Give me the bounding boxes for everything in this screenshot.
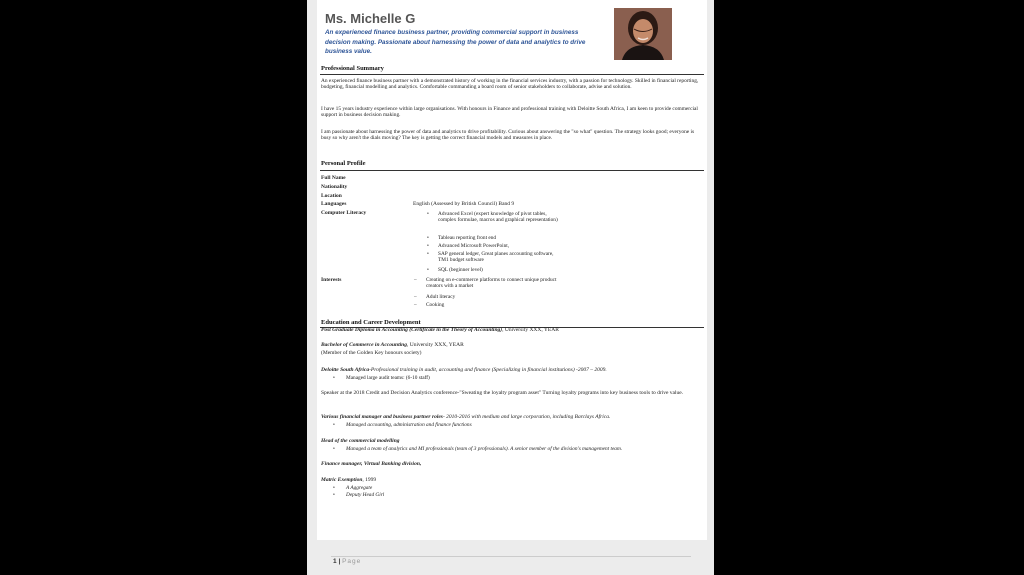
- education-bcom-note: (Member of the Golden Key honours society): [321, 350, 422, 356]
- footer-divider: [331, 556, 691, 557]
- career-finance-manager: Finance manager, Virtual Banking division,: [321, 461, 422, 467]
- bullet-dot-icon: •: [333, 375, 335, 381]
- interest-item: Adult literacy: [426, 294, 456, 300]
- bullet-dot-icon: •: [427, 243, 429, 249]
- interest-item: Creating on e-commerce platforms to connect unique product creators with a market: [426, 277, 557, 290]
- computer-skill-item: SAP general ledger, Great planes accounting software, TM1 budget software: [438, 251, 554, 264]
- matric-item: Deputy Head Girl: [346, 492, 385, 498]
- computer-skill-item: Advanced Excel (expert knowledge of pivot tables, complex formulae, macros and graphical representation): [438, 211, 558, 224]
- candidate-name: Ms. Michelle G: [325, 11, 416, 26]
- matric-item: A Aggregate: [346, 485, 373, 491]
- section-heading-education: Education and Career Development: [321, 319, 421, 326]
- career-various-roles: Various financial manager and business partner roles- 2010-2016 with medium and large corporation, including Barclays Africa.: [321, 414, 611, 420]
- bullet-dot-icon: •: [427, 211, 429, 217]
- computer-skill-item: SQL (beginner level): [438, 267, 483, 273]
- bullet-dot-icon: •: [333, 485, 335, 491]
- bullet-dash-icon: –: [414, 302, 417, 308]
- computer-skill-item: Advanced Microsoft PowerPoint,: [438, 243, 510, 249]
- label-languages: Languages: [321, 201, 347, 207]
- label-interests: Interests: [321, 277, 342, 283]
- summary-paragraph-1: An experienced finance business partner with a demonstrated history of working in the financial services industry, with a passion for technology. Skilled in financial reporting, budgeting, financial modelling and analytics. Comfortable commanding a board room of senior stakeholders to collaborate, advise and solution.: [321, 78, 699, 91]
- languages-value: English (Assessed by British Council) Band 9: [413, 201, 515, 207]
- education-matric: Matric Exemption, 1999: [321, 477, 377, 483]
- career-head-bullet: Managed a team of analytics and MI professionals (team of 3 professionals). A senior member of the division's management team.: [346, 446, 623, 452]
- summary-paragraph-2: I have 15 years industry experience within large organisations. With honours in Finance and professional training with Deloitte South Africa, I am keen to provide commercial support in business decision making.: [321, 106, 698, 119]
- career-deloitte-bullet: Managed large audit teams: (6-10 staff): [346, 375, 430, 381]
- section-divider: [320, 170, 704, 171]
- career-deloitte: Deloitte South Africa-Professional training in audit, accounting and finance (Specializing in financial institutions) -2007 – 2009.: [321, 367, 607, 373]
- bullet-dot-icon: •: [427, 267, 429, 273]
- education-bcom: Bachelor of Commerce in Accounting, University XXX, YEAR: [321, 342, 464, 348]
- interest-item: Cooking: [426, 302, 445, 308]
- candidate-tagline: An experienced finance business partner, providing commercial support in business decision making. Passionate about harnessing the power of data and analytics to drive business value.: [325, 29, 586, 55]
- label-computer-literacy: Computer Literacy: [321, 210, 367, 216]
- bullet-dot-icon: •: [427, 251, 429, 257]
- bullet-dash-icon: –: [414, 277, 417, 283]
- section-heading-summary: Professional Summary: [321, 65, 384, 72]
- career-head-modelling: Head of the commercial modelling: [321, 438, 400, 444]
- computer-skill-item: Tableau reporting front end: [438, 235, 497, 241]
- bullet-dash-icon: –: [414, 294, 417, 300]
- page-number: 1 | Page: [333, 558, 362, 565]
- bullet-dot-icon: •: [333, 446, 335, 452]
- career-various-bullet: Managed accounting, administration and finance functions: [346, 422, 472, 428]
- bullet-dot-icon: •: [333, 422, 335, 428]
- label-location: Location: [321, 193, 342, 199]
- profile-photo: [614, 8, 672, 60]
- label-nationality: Nationality: [321, 184, 348, 190]
- education-pgd: Post Graduate Diploma in Accounting (Certificate in the Theory of Accounting), University XXX, YEAR: [321, 327, 559, 333]
- bullet-dot-icon: •: [427, 235, 429, 241]
- career-speaker: Speaker at the 2018 Credit and Decision Analytics conference-"Sweating the loyalty program asset" Turning loyalty programs into key business tools to drive value.: [321, 390, 684, 396]
- label-full-name: Full Name: [321, 175, 346, 181]
- section-heading-profile: Personal Profile: [321, 160, 366, 167]
- summary-paragraph-3: I am passionate about harnessing the power of data and analytics to drive profitability. Curious about answering the "so what" question. The strategy looks good; everyone is busy so why aren't the dials moving? The key is getting the correct financial models and measures in place.: [321, 129, 695, 142]
- bullet-dot-icon: •: [333, 492, 335, 498]
- section-divider: [320, 74, 704, 75]
